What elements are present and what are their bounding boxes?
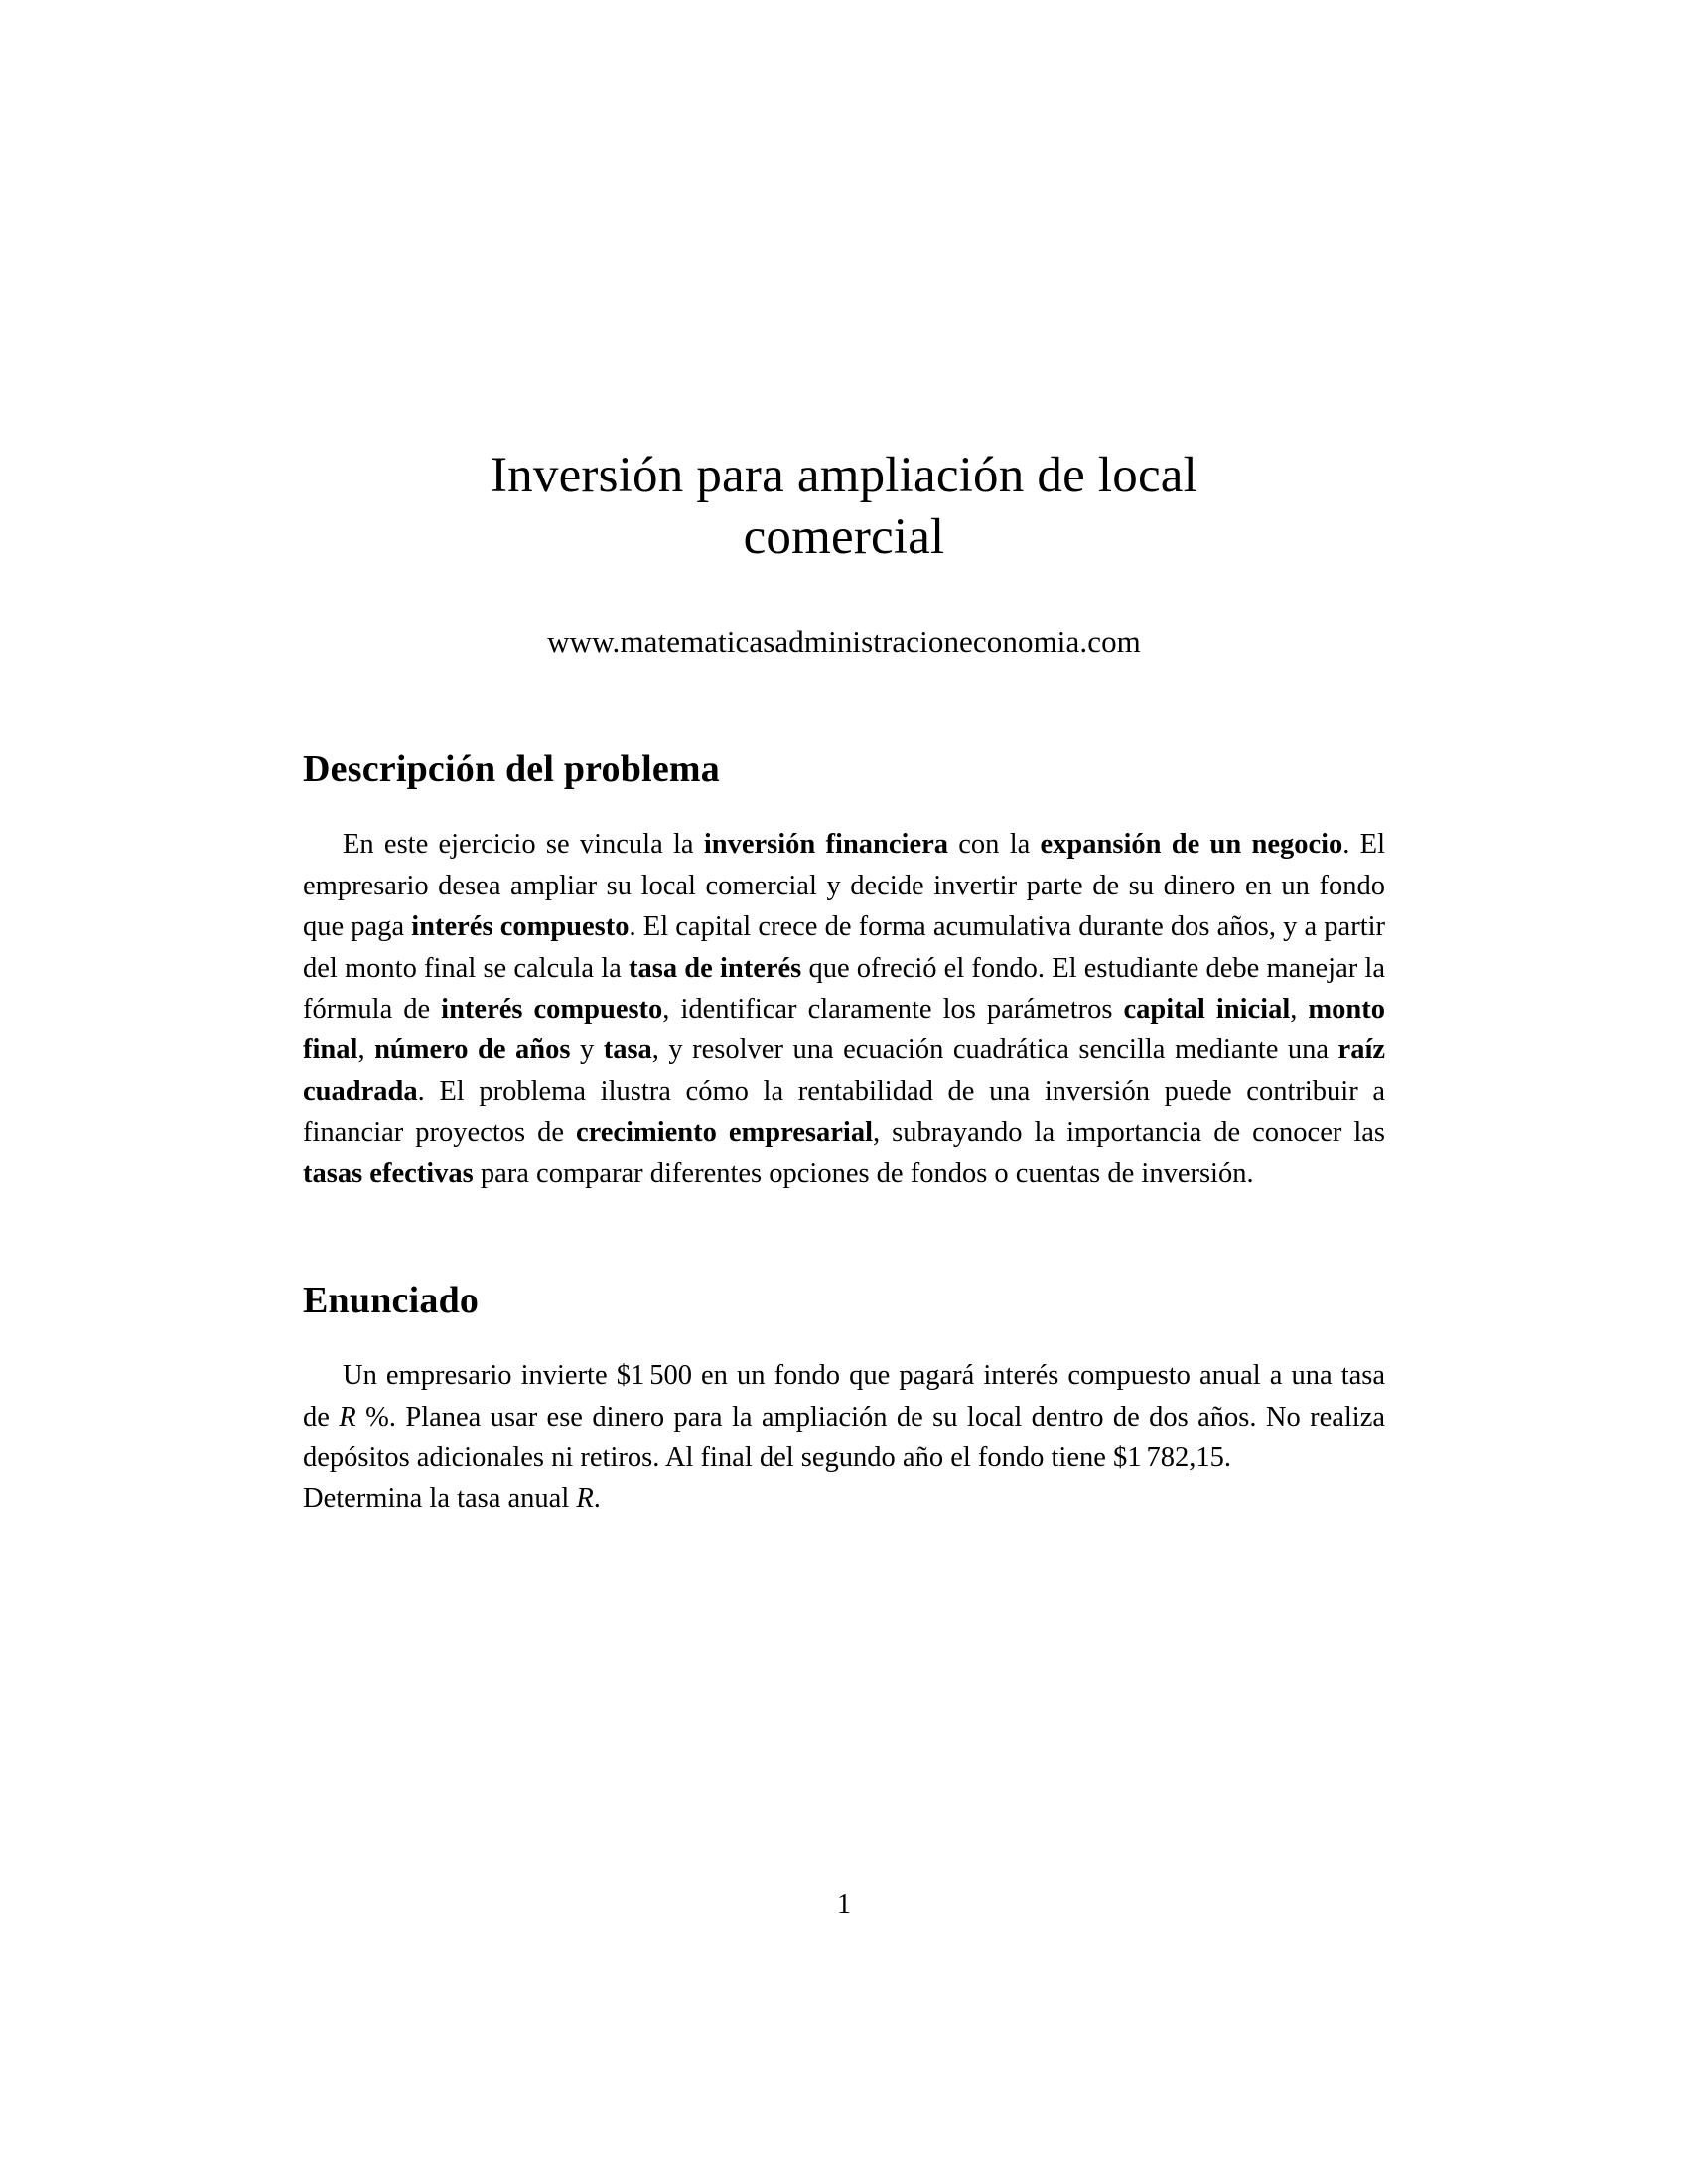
run-4: . El empresario desea ampliar su local comercial y decide invertir parte de su dinero en un fondo que paga [303,829,1386,943]
enunciado-text-d: 782,15. [1146,1441,1232,1473]
run-21: crecimiento empresarial [576,1117,874,1149]
run-2: con la [948,829,1041,861]
run-22: , subrayando la importancia de conocer las [873,1117,1385,1149]
run-7: tasa de interés [629,952,802,984]
run-20: . El problema ilustra cómo la rentabilidad de una inversión puede contribuir a financiar proyectos de [303,1075,1385,1149]
section-heading-descripcion: Descripción del problema [303,749,720,791]
run-14: , [357,1034,375,1066]
paragraph-descripcion [303,791,1385,1194]
page-number: 1 [837,1889,851,1920]
run-9: interés compuesto [441,994,663,1025]
run-5: interés compuesto [411,911,630,943]
paragraph-question [303,1478,1385,1519]
run-19: raíz cuadrada [303,1034,1386,1107]
enunciado-text-b: 500 en un fondo que pagará interés compuesto anual a una tasa de [303,1360,1386,1433]
run-1: inversión financiera [703,829,949,861]
page-title-line-2: comercial [743,509,945,566]
page-title [303,445,1385,568]
run-16: y [570,1034,604,1066]
title-block [303,0,1385,660]
paragraph-enunciado [303,1322,1385,1478]
run-23: tasas efectivas [303,1158,474,1189]
subtitle-website-url: www.matematicasadministracioneconomia.com [547,624,1141,660]
enunciado-text-c: %. Planea usar ese dinero para la ampliación de su local dentro de dos años. No realiza depósitos adicionales ni retiros. Al final del segundo año el fondo tiene $1 [303,1401,1386,1473]
enunciado-text-a: Un empresario invierte $1 [343,1360,645,1392]
run-10: , identificar claramente los parámetros [662,994,1124,1025]
math-variable-rate: R [576,1483,594,1515]
run-3: expansión de un negocio [1040,829,1343,861]
page-content [303,0,1385,1520]
section-heading-enunciado: Enunciado [303,1280,480,1322]
run-15: número de años [374,1034,571,1066]
run-18: , y resolver una ecuación cuadrática sencilla mediante una [651,1034,1338,1066]
run-11: capital inicial [1123,994,1291,1025]
page-title-line-1: Inversión para ampliación de local [490,448,1197,503]
run-0: En este ejercicio se vincula la [343,829,704,861]
run-13: monto final [303,994,1386,1066]
math-variable-rate: R [339,1401,356,1433]
run-8: que ofreció el fondo. El estudiante debe manejar la fórmula de [303,952,1385,1025]
run-12: , [1290,994,1309,1025]
question-text-a: Determina la tasa anual [303,1483,577,1515]
run-6: . El capital crece de forma acumulativa durante dos años, y a partir del monto final se calcula la [303,911,1386,984]
question-text-b: . [593,1483,601,1515]
run-24: para comparar diferentes opciones de fondos o cuentas de inversión. [473,1158,1254,1189]
run-17: tasa [603,1034,652,1066]
